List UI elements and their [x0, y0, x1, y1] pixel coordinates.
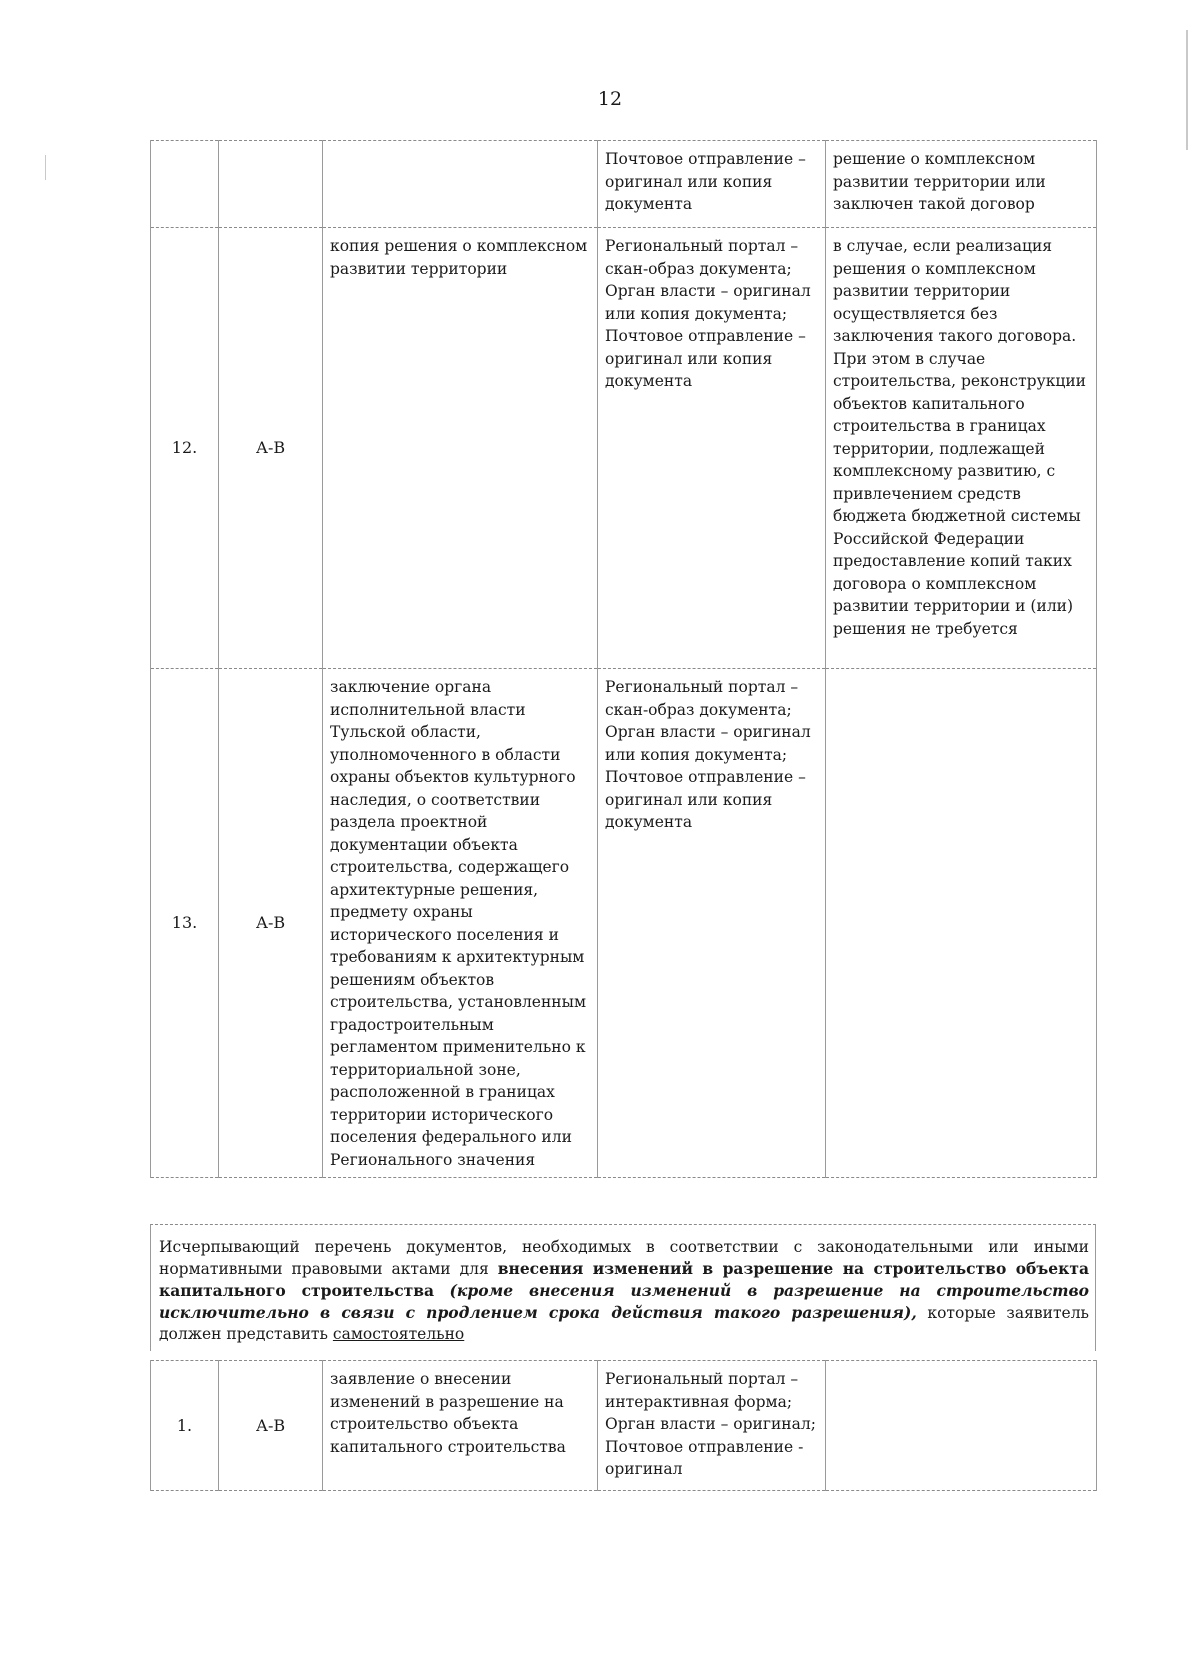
condition-cell: в случае, если реализация решения о комплексном развитии территории осуществляется без заключения такого договора. При этом в случае строительства, реконструкции объектов капитального строительства в границах территории, подлежащей комплексному развитию, с привлечением средств бюджета бюджетной системы Российской Федерации предоставление копий таких договора о комплексном развитии территории и (или) решения не требуется	[826, 228, 1097, 669]
section-text: которые заявитель должен представить	[159, 1304, 1089, 1343]
section-bold-italic-text: (кроме внесения изменений в разрешение на строительство исключительно в связи с продлением срока действия такого разрешения),	[159, 1281, 1090, 1322]
condition-cell	[826, 669, 1097, 1178]
row-number: 12.	[151, 228, 219, 669]
scan-edge-mark	[45, 155, 46, 180]
document-name-cell	[323, 141, 598, 228]
submission-method-cell: Почтовое отправление – оригинал или копия документа	[598, 141, 826, 228]
row-number	[151, 141, 219, 228]
table-row	[151, 669, 1097, 1178]
condition-cell: решение о комплексном развитии территории или заключен такой договор	[826, 141, 1097, 228]
section-underlined-text: самостоятельно	[332, 1325, 465, 1343]
row-number: 1.	[151, 1361, 219, 1491]
scan-edge-mark	[1186, 30, 1188, 150]
submission-method-cell: Региональный портал – интерактивная форма; Орган власти – оригинал; Почтовое отправление - оригинал	[598, 1361, 826, 1491]
submission-method-cell: Региональный портал – скан-образ документа; Орган власти – оригинал или копия документа; Почтовое отправление – оригинал или копия документа	[598, 669, 826, 1178]
section-header	[150, 1224, 1096, 1351]
submission-method-cell: Региональный портал – скан-образ документа; Орган власти – оригинал или копия документа; Почтовое отправление – оригинал или копия документа	[598, 228, 826, 669]
section-text: Исчерпывающий перечень документов, необходимых в соответствии с законодательными или иными нормативными правовыми актами для	[159, 1238, 1089, 1278]
section-bold-text: внесения изменений в разрешение на строительство объекта капитального строительства	[159, 1259, 1089, 1300]
table-row	[151, 141, 1097, 228]
table-row	[151, 1361, 1097, 1491]
documents-table-2	[150, 1360, 1097, 1491]
row-number: 13.	[151, 669, 219, 1178]
section-text	[434, 1282, 449, 1300]
table-row	[151, 228, 1097, 669]
condition-cell	[826, 1361, 1097, 1491]
documents-table	[150, 140, 1097, 1178]
row-code: А-В	[219, 669, 323, 1178]
row-code	[219, 141, 323, 228]
page-number: 12	[597, 88, 623, 110]
row-code: А-В	[219, 228, 323, 669]
document-name-cell: заключение органа исполнительной власти Тульской области, уполномоченного в области охраны объектов культурного наследия, о соответствии раздела проектной документации объекта строительства, содержащего архитектурные решения, предмету охраны исторического поселения и требованиям к архитектурным решениям объектов строительства, установленным градостроительным регламентом применительно к территориальной зоне, расположенной в границах территории исторического поселения федерального или Регионального значения	[323, 669, 598, 1178]
row-code: А-В	[219, 1361, 323, 1491]
document-name-cell: заявление о внесении изменений в разрешение на строительство объекта капитального строительства	[323, 1361, 598, 1491]
document-name-cell: копия решения о комплексном развитии территории	[323, 228, 598, 669]
